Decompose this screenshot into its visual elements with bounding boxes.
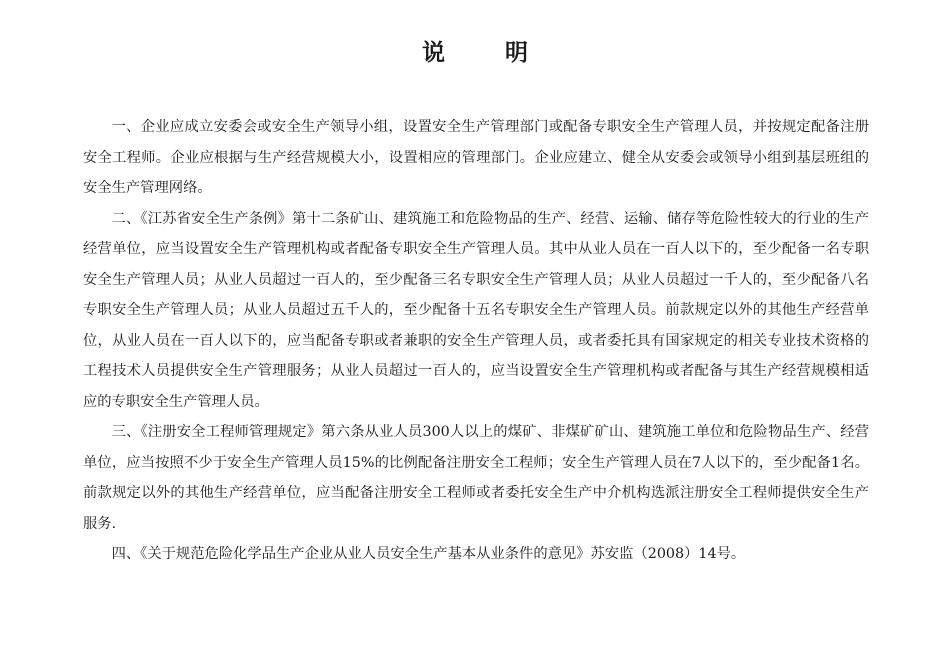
paragraph-1: 一、企业应成立安委会或安全生产领导小组，设置安全生产管理部门或配备专职安全生产管理人员，并按规定配备注册安全工程师。企业应根据与生产经营规模大小，设置相应的管理部门。企业应建立、健全从安委会或领导小组到基层班组的安全生产管理网络。 xyxy=(83,119,869,196)
paragraph-3: 三、《注册安全工程师管理规定》第六条从业人员300人以上的煤矿、非煤矿矿山、建筑施工单位和危险物品生产、经营单位，应当按照不少于安全生产管理人员15%的比例配备注册安全工程师；安全生产管理人员在7人以下的，至少配备1名。前款规定以外的其他生产经营单位，应当配备注册安全工程师或者委托安全生产中介机构选派注册安全工程师提供安全生产服务. xyxy=(83,424,869,532)
paragraph-4: 四、《关于规范危险化学品生产企业从业人员安全生产基本从业条件的意见》苏安监（2008）14号。 xyxy=(111,546,746,562)
page-title: 说 明 xyxy=(421,39,554,66)
paragraph-2: 二、《江苏省安全生产条例》第十二条矿山、建筑施工和危险物品的生产、经营、运输、储存等危险性较大的行业的生产经营单位，应当设置安全生产管理机构或者配备专职安全生产管理人员。其中从业人员在一百人以下的，至少配备一名专职安全生产管理人员；从业人员超过一百人的，至少配备三名专职安全生产管理人员；从业人员超过一千人的，至少配备八名专职安全生产管理人员；从业人员超过五千人的，至少配备十五名专职安全生产管理人员。前款规定以外的其他生产经营单位，从业人员在一百人以下的，应当配备专职或者兼职的安全生产管理人员，或者委托具有国家规定的相关专业技术资格的工程技术人员提供安全生产管理服务；从业人员超过一百人的，应当设置安全生产管理机构或者配备与其生产经营规模相适应的专职安全生产管理人员。 xyxy=(83,210,869,410)
document-body xyxy=(83,112,869,570)
